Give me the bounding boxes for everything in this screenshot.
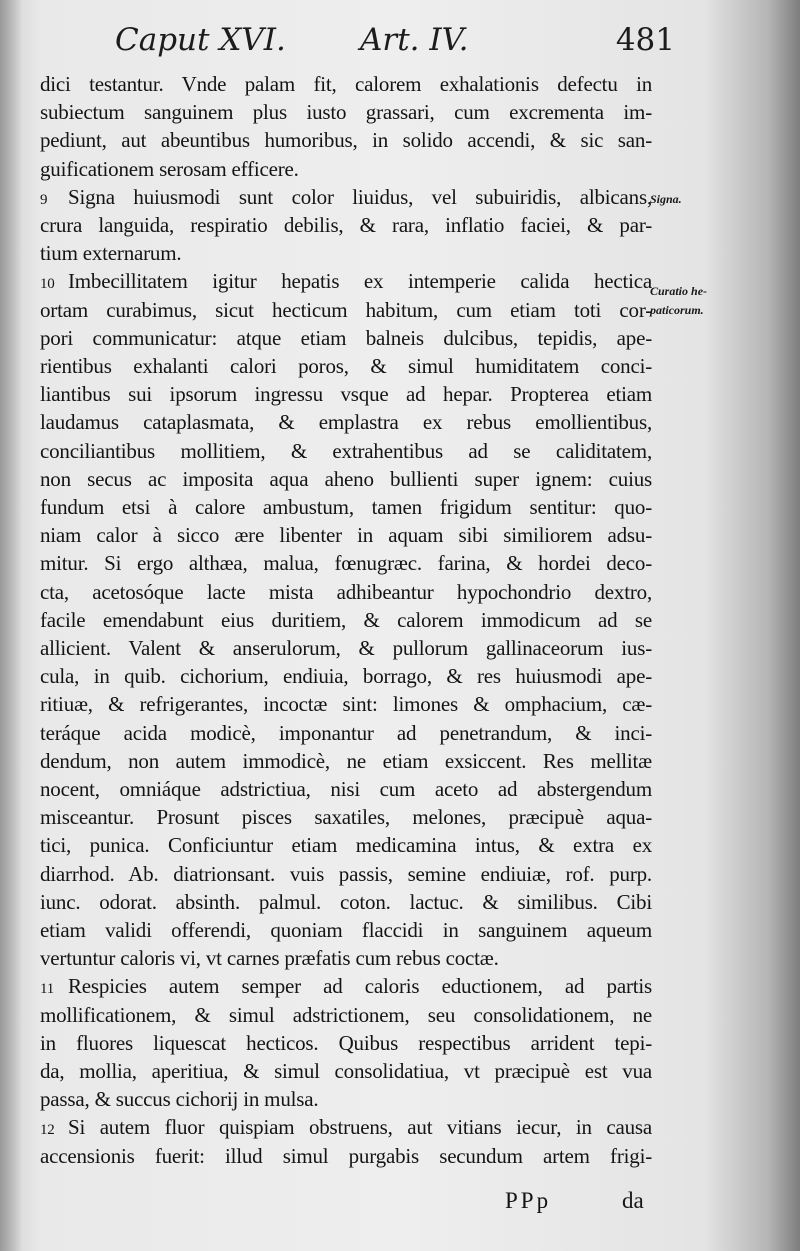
text-line-content: tium externarum. [40, 241, 182, 266]
text-line-content: nocent, omniáque adstrictiua, nisi cum aceto ad abstergendum [40, 777, 652, 801]
text-line-content: Si autem fluor quispiam obstruens, aut vitians iecur, in causa [68, 1115, 652, 1140]
text-line-content: facile emendabunt eius duritiem, & calorem immodicum ad se [40, 607, 652, 632]
text-line-content: iunc. odorat. absinth. palmul. coton. lactuc. & similibus. Cibi [40, 889, 652, 914]
text-line-content: cula, in quib. cichorium, endiuia, borrago, & res huiusmodi ape- [40, 664, 652, 689]
text-line-content: da, mollia, aperitiua, & simul consolidatiua, vt præcipuè est vua [40, 1059, 652, 1083]
text-line-content: crura languida, respiratio debilis, & rara, inflatio faciei, & par- [40, 213, 652, 237]
text-line [40, 1085, 652, 1113]
text-line [40, 1142, 652, 1170]
text-line-content: non secus ac imposita aqua aheno bullienti super ignem: cuius [40, 466, 652, 491]
page-number: 481 [615, 22, 675, 58]
text-line [40, 465, 652, 493]
text-line-content: mollificationem, & simul adstrictionem, seu consolidationem, ne [40, 1002, 652, 1027]
text-line [40, 211, 652, 239]
text-line [40, 437, 652, 465]
text-line-content: dendum, non autem immodicè, ne etiam exsiccent. Res mellitæ [40, 748, 652, 773]
text-line-content: vertuntur caloris vi, vt carnes præfatis cum rebus coctæ. [40, 946, 499, 971]
text-line-content: laudamus cataplasmata, & emplastra ex rebus emollientibus, [40, 410, 652, 435]
paragraph-number: 11 [40, 981, 55, 998]
text-line [40, 831, 652, 859]
text-line-content: accensionis fuerit: illud simul purgabis secundum artem frigi- [40, 1143, 652, 1168]
text-line-content: passa, & succus cichorij in mulsa. [40, 1087, 319, 1112]
text-line [40, 606, 652, 634]
text-line [40, 1113, 652, 1144]
text-line-content: ritiuæ, & refrigerantes, incoctæ sint: limones & omphacium, cæ- [40, 692, 652, 717]
text-line [40, 1001, 652, 1029]
text-line [40, 296, 652, 324]
text-line-content: ortam curabimus, sicut hecticum habitum, cum etiam toti cor- [40, 297, 652, 322]
text-line-content: Respicies autem semper ad caloris eductionem, ad partis [68, 974, 652, 999]
running-header [115, 22, 675, 66]
margin-note-signa: Signa. [650, 192, 682, 206]
text-line-content: fundum etsi à calore ambustum, tamen frigidum sentitur: quo- [40, 495, 652, 519]
text-line-content: teráque acida modicè, imponantur ad penetrandum, & inci- [40, 720, 652, 745]
text-line-content: liantibus sui ipsorum ingressu vsque ad hepar. Propterea etiam [40, 382, 652, 407]
text-line [40, 239, 652, 267]
text-line [40, 803, 652, 831]
text-line [40, 860, 652, 888]
text-line [40, 1057, 652, 1085]
text-line [40, 888, 652, 916]
text-line-content: mitur. Si ergo althæa, malua, fœnugræc. farina, & hordei deco- [40, 551, 652, 576]
text-line [40, 493, 652, 521]
text-line [40, 690, 652, 718]
text-line-content: pori communicatur: atque etiam balneis dulcibus, tepidis, ape- [40, 325, 652, 350]
text-line [40, 324, 652, 352]
margin-note-curatio-1: Curatio he- [650, 284, 708, 298]
text-line-content: rientibus exhalanti calori poros, & simul humiditatem conci- [40, 354, 652, 378]
gutter-shadow [0, 0, 22, 1251]
text-line-content: Imbecillitatem igitur hepatis ex intemperie calida hectica [68, 269, 652, 294]
text-line [40, 775, 652, 803]
text-line-content: tici, punica. Conficiuntur etiam medicamina intus, & extra ex [40, 833, 652, 858]
text-line-content: diarrhod. Ab. diatrionsant. vuis passis, semine endiuiæ, rof. purp. [40, 861, 652, 886]
signature-mark: PPp [505, 1188, 552, 1213]
text-line [40, 578, 652, 606]
paragraph-number: 10 [40, 276, 55, 293]
text-line [40, 155, 652, 183]
text-line-content: guificationem serosam efficere. [40, 156, 299, 181]
text-line [40, 972, 652, 1003]
text-line-content: pediunt, aut abeuntibus humoribus, in solido accendi, & sic san- [40, 128, 652, 153]
text-line-content: etiam validi offerendi, quoniam flaccidi in sanguinem aqueum [40, 918, 652, 942]
text-line [40, 747, 652, 775]
text-line-content: conciliantibus mollitiem, & extrahentibus ad se caliditatem, [40, 438, 652, 463]
text-line-content: niam calor à sicco ære libenter in aquam sibi similiorem adsu- [40, 523, 652, 548]
text-line [40, 719, 652, 747]
text-line-content: allicient. Valent & anserulorum, & pullorum gallinaceorum ius- [40, 636, 652, 660]
chapter-heading: Caput XVI. [115, 22, 286, 58]
paragraph-number: 9 [40, 191, 48, 208]
text-line-content: Signa huiusmodi sunt color liuidus, vel subuiridis, albicans, [68, 184, 652, 209]
text-line-content: cta, acetosóque lacte mista adhibeantur hypochondrio dextro, [40, 579, 652, 604]
text-line [40, 944, 652, 972]
catchword: da [622, 1188, 644, 1213]
text-line [40, 634, 652, 662]
text-line [40, 98, 652, 126]
text-line [40, 1029, 652, 1057]
text-line-content: subiectum sanguinem plus iusto grassari, cum excrementa im- [40, 100, 652, 125]
text-line [40, 916, 652, 944]
text-line [40, 183, 652, 214]
paragraph-number: 12 [40, 1122, 55, 1139]
text-line [40, 549, 652, 577]
text-line [40, 352, 652, 380]
text-line [40, 521, 652, 549]
margin-note-curatio-2: paticorum. [650, 303, 704, 317]
text-line-content: dici testantur. Vnde palam fit, calorem exhalationis defectu in [40, 72, 652, 96]
article-heading: Art. IV. [360, 22, 469, 58]
text-line [40, 408, 652, 436]
text-line [40, 380, 652, 408]
text-line [40, 662, 652, 690]
text-line-content: in fluores liquescat hecticos. Quibus respectibus arrident tepi- [40, 1030, 652, 1055]
text-line [40, 126, 652, 154]
text-line [40, 267, 652, 298]
text-line-content: misceantur. Prosunt pisces saxatiles, melones, præcipuè aqua- [40, 805, 652, 830]
text-line [40, 70, 652, 98]
